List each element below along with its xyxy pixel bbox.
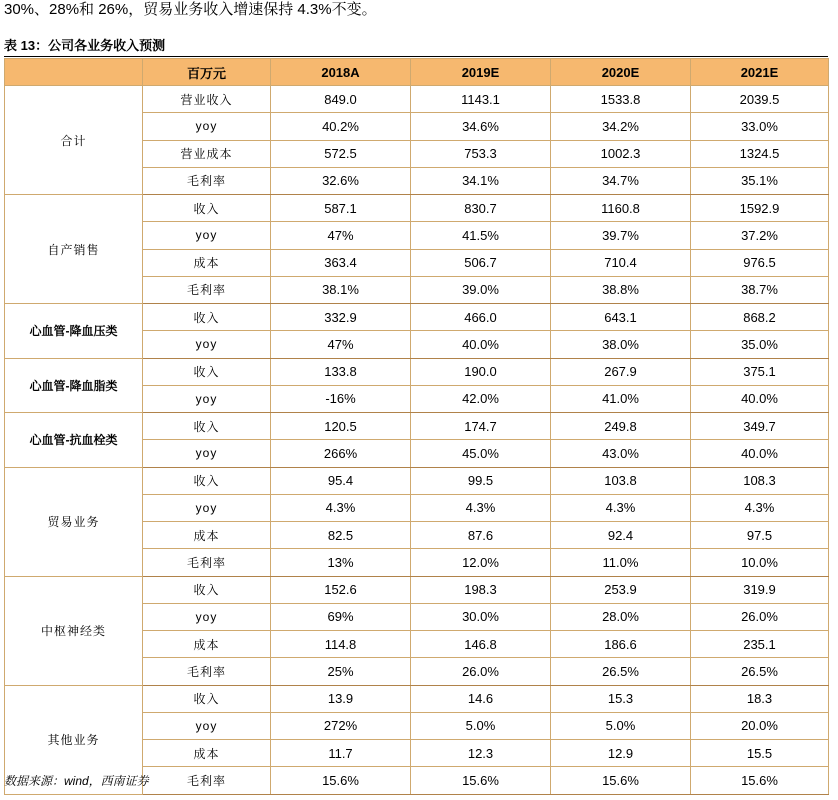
value-cell: 15.6% <box>411 767 551 794</box>
value-cell: 114.8 <box>271 631 411 658</box>
value-cell: 12.0% <box>411 549 551 576</box>
value-cell: 38.8% <box>551 276 691 303</box>
table-row <box>5 358 829 385</box>
value-cell: 868.2 <box>691 304 829 331</box>
value-cell: 13.9 <box>271 685 411 712</box>
revenue-forecast-table <box>4 58 829 795</box>
caption-divider <box>4 56 828 57</box>
value-cell: 97.5 <box>691 522 829 549</box>
value-cell: 39.0% <box>411 276 551 303</box>
header-cell-2021e: 2021E <box>691 59 829 86</box>
value-cell: 13% <box>271 549 411 576</box>
value-cell: 152.6 <box>271 576 411 603</box>
value-cell: 1160.8 <box>551 195 691 222</box>
value-cell: 4.3% <box>691 494 829 521</box>
group-label: 合计 <box>5 86 143 195</box>
metric-label: 收入 <box>143 576 271 603</box>
group-label: 贸易业务 <box>5 467 143 576</box>
value-cell: 267.9 <box>551 358 691 385</box>
value-cell: 26.5% <box>691 658 829 685</box>
value-cell: 4.3% <box>411 494 551 521</box>
value-cell: 2039.5 <box>691 86 829 113</box>
header-cell-2020e: 2020E <box>551 59 691 86</box>
value-cell: 82.5 <box>271 522 411 549</box>
intro-text: 30%、28%和 26%，贸易业务收入增速保持 4.3%不变。 <box>4 1 377 18</box>
table-caption: 表 13：公司各业务收入预测 <box>4 38 166 53</box>
group-label: 自产销售 <box>5 195 143 304</box>
value-cell: 332.9 <box>271 304 411 331</box>
value-cell: 40.2% <box>271 113 411 140</box>
metric-label: yoy <box>143 440 271 467</box>
value-cell: 92.4 <box>551 522 691 549</box>
metric-label: yoy <box>143 712 271 739</box>
value-cell: 1592.9 <box>691 195 829 222</box>
group-label: 心血管-降血压类 <box>5 304 143 359</box>
value-cell: 32.6% <box>271 167 411 194</box>
value-cell: 506.7 <box>411 249 551 276</box>
table-row <box>5 413 829 440</box>
metric-label: 毛利率 <box>143 167 271 194</box>
group-label: 心血管-抗血栓类 <box>5 413 143 468</box>
value-cell: 15.3 <box>551 685 691 712</box>
value-cell: 133.8 <box>271 358 411 385</box>
metric-label: 收入 <box>143 195 271 222</box>
table-body <box>5 86 829 795</box>
metric-label: 毛利率 <box>143 767 271 794</box>
metric-label: 成本 <box>143 522 271 549</box>
metric-label: 收入 <box>143 358 271 385</box>
value-cell: 40.0% <box>411 331 551 358</box>
value-cell: 1533.8 <box>551 86 691 113</box>
value-cell: 1324.5 <box>691 140 829 167</box>
value-cell: 95.4 <box>271 467 411 494</box>
header-cell-2018a: 2018A <box>271 59 411 86</box>
value-cell: 349.7 <box>691 413 829 440</box>
value-cell: 35.0% <box>691 331 829 358</box>
value-cell: 20.0% <box>691 712 829 739</box>
value-cell: 146.8 <box>411 631 551 658</box>
value-cell: 753.3 <box>411 140 551 167</box>
value-cell: 249.8 <box>551 413 691 440</box>
value-cell: 363.4 <box>271 249 411 276</box>
value-cell: 11.0% <box>551 549 691 576</box>
value-cell: 266% <box>271 440 411 467</box>
value-cell: 43.0% <box>551 440 691 467</box>
metric-label: yoy <box>143 331 271 358</box>
value-cell: 40.0% <box>691 440 829 467</box>
value-cell: 38.0% <box>551 331 691 358</box>
value-cell: 38.7% <box>691 276 829 303</box>
metric-label: 成本 <box>143 740 271 767</box>
header-cell-blank <box>5 59 143 86</box>
value-cell: 25% <box>271 658 411 685</box>
metric-label: 收入 <box>143 304 271 331</box>
group-label: 中枢神经类 <box>5 576 143 685</box>
value-cell: 5.0% <box>551 712 691 739</box>
header-cell-unit: 百万元 <box>143 59 271 86</box>
value-cell: 26.5% <box>551 658 691 685</box>
value-cell: 14.6 <box>411 685 551 712</box>
value-cell: 38.1% <box>271 276 411 303</box>
value-cell: 34.2% <box>551 113 691 140</box>
value-cell: 235.1 <box>691 631 829 658</box>
table-row <box>5 86 829 113</box>
value-cell: 45.0% <box>411 440 551 467</box>
value-cell: 253.9 <box>551 576 691 603</box>
value-cell: 12.3 <box>411 740 551 767</box>
value-cell: 11.7 <box>271 740 411 767</box>
table-row <box>5 685 829 712</box>
value-cell: 15.6% <box>551 767 691 794</box>
value-cell: 4.3% <box>551 494 691 521</box>
value-cell: 375.1 <box>691 358 829 385</box>
table-row <box>5 576 829 603</box>
metric-label: 成本 <box>143 631 271 658</box>
value-cell: 319.9 <box>691 576 829 603</box>
table-row <box>5 304 829 331</box>
value-cell: 34.6% <box>411 113 551 140</box>
value-cell: 40.0% <box>691 385 829 412</box>
value-cell: 5.0% <box>411 712 551 739</box>
metric-label: yoy <box>143 603 271 630</box>
metric-label: 毛利率 <box>143 658 271 685</box>
value-cell: 28.0% <box>551 603 691 630</box>
metric-label: 营业成本 <box>143 140 271 167</box>
value-cell: 272% <box>271 712 411 739</box>
header-cell-2019e: 2019E <box>411 59 551 86</box>
source-note: 数据来源：wind，西南证券 <box>4 774 149 788</box>
value-cell: 34.7% <box>551 167 691 194</box>
value-cell: 26.0% <box>411 658 551 685</box>
value-cell: 186.6 <box>551 631 691 658</box>
value-cell: 87.6 <box>411 522 551 549</box>
value-cell: 466.0 <box>411 304 551 331</box>
metric-label: yoy <box>143 385 271 412</box>
value-cell: 41.5% <box>411 222 551 249</box>
table-row <box>5 467 829 494</box>
value-cell: 26.0% <box>691 603 829 630</box>
value-cell: 12.9 <box>551 740 691 767</box>
value-cell: 849.0 <box>271 86 411 113</box>
metric-label: 收入 <box>143 467 271 494</box>
value-cell: 103.8 <box>551 467 691 494</box>
value-cell: 47% <box>271 331 411 358</box>
table-row <box>5 195 829 222</box>
value-cell: 190.0 <box>411 358 551 385</box>
value-cell: 69% <box>271 603 411 630</box>
value-cell: 976.5 <box>691 249 829 276</box>
value-cell: 99.5 <box>411 467 551 494</box>
metric-label: 毛利率 <box>143 276 271 303</box>
value-cell: -16% <box>271 385 411 412</box>
value-cell: 1143.1 <box>411 86 551 113</box>
value-cell: 47% <box>271 222 411 249</box>
group-label: 心血管-降血脂类 <box>5 358 143 413</box>
value-cell: 37.2% <box>691 222 829 249</box>
value-cell: 120.5 <box>271 413 411 440</box>
value-cell: 643.1 <box>551 304 691 331</box>
metric-label: yoy <box>143 113 271 140</box>
value-cell: 198.3 <box>411 576 551 603</box>
value-cell: 830.7 <box>411 195 551 222</box>
value-cell: 4.3% <box>271 494 411 521</box>
value-cell: 572.5 <box>271 140 411 167</box>
value-cell: 587.1 <box>271 195 411 222</box>
value-cell: 174.7 <box>411 413 551 440</box>
group-label: 其他业务 <box>5 685 143 794</box>
value-cell: 33.0% <box>691 113 829 140</box>
value-cell: 39.7% <box>551 222 691 249</box>
metric-label: 毛利率 <box>143 549 271 576</box>
value-cell: 710.4 <box>551 249 691 276</box>
metric-label: 收入 <box>143 413 271 440</box>
value-cell: 30.0% <box>411 603 551 630</box>
value-cell: 10.0% <box>691 549 829 576</box>
metric-label: yoy <box>143 222 271 249</box>
table-header-row <box>5 59 829 86</box>
value-cell: 34.1% <box>411 167 551 194</box>
value-cell: 108.3 <box>691 467 829 494</box>
value-cell: 41.0% <box>551 385 691 412</box>
metric-label: 成本 <box>143 249 271 276</box>
value-cell: 15.6% <box>271 767 411 794</box>
metric-label: 营业收入 <box>143 86 271 113</box>
value-cell: 42.0% <box>411 385 551 412</box>
value-cell: 35.1% <box>691 167 829 194</box>
value-cell: 1002.3 <box>551 140 691 167</box>
value-cell: 15.6% <box>691 767 829 794</box>
metric-label: 收入 <box>143 685 271 712</box>
value-cell: 15.5 <box>691 740 829 767</box>
value-cell: 18.3 <box>691 685 829 712</box>
metric-label: yoy <box>143 494 271 521</box>
